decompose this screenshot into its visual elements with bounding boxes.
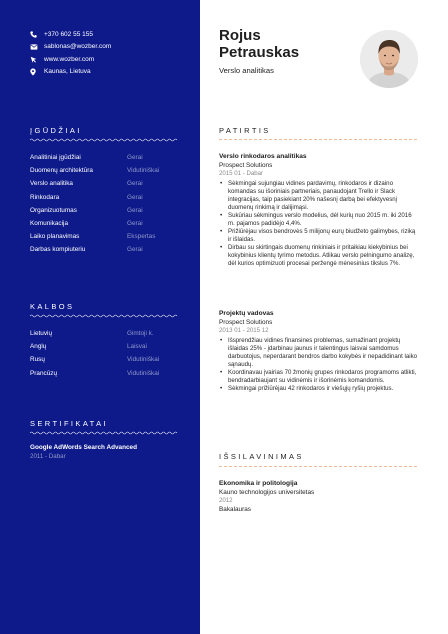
section-divider xyxy=(219,466,417,467)
skill-row xyxy=(30,151,178,164)
contact-list xyxy=(30,28,195,78)
language-name: Prancūzų xyxy=(30,369,57,377)
skill-level: Gerai xyxy=(127,193,143,201)
certificate-date: 2011 - Dabar xyxy=(30,453,66,460)
job-bullet: • Sėkmingai prižiūrėjau 42 rinkodaros ir viešųjų ryšių projektus. xyxy=(219,385,419,393)
job-company: Prospect Solutions xyxy=(219,161,273,169)
skills-section xyxy=(30,126,178,257)
contact-phone[interactable] xyxy=(30,28,195,40)
job-bullet: • Prižiūrėjau visos bendrovės 5 milijonų eurų biudžeto galimybes, riziką ir išlaidas. xyxy=(219,228,419,244)
skill-row xyxy=(30,204,178,217)
certificates-heading: SERTIFIKATAI xyxy=(30,419,108,428)
languages-heading: KALBOS xyxy=(30,302,75,311)
wavy-divider xyxy=(30,314,178,318)
job-bullets xyxy=(219,180,419,267)
skill-level: Vidutiniškai xyxy=(127,167,160,175)
skill-name: Organizuotumas xyxy=(30,206,77,214)
education-level: Bakalauras xyxy=(219,505,251,513)
language-row xyxy=(30,340,178,353)
skill-row xyxy=(30,230,178,243)
person-name xyxy=(219,28,299,61)
certificates-section xyxy=(30,419,178,460)
skill-level: Gerai xyxy=(127,246,143,254)
skill-row xyxy=(30,217,178,230)
location-pin-icon xyxy=(30,68,41,76)
language-level: Laisvai xyxy=(127,343,147,351)
language-row xyxy=(30,327,178,340)
skill-level: Gerai xyxy=(127,180,143,188)
contact-website[interactable] xyxy=(30,53,195,65)
email-icon xyxy=(30,44,41,50)
last-name: Petrauskas xyxy=(219,43,300,61)
job-bullet: • Sėkmingai sujungiau vidines pardavimų, rinkodaros ir dizaino komandas su išoriniais partneriais, panaudojant Trello ir Slack integracijas, taip pasiekiant 20% našesnį darbą bei efektyvesnį duomenų rinkimą ir dalijimąsi. xyxy=(219,180,419,212)
contact-email[interactable] xyxy=(30,41,195,53)
skills-heading: ĮGŪDŽIAI xyxy=(30,126,82,135)
job-bullet: • Išsprendžiau vidines finansines problemas, sumažinant projektų išlaidas 25% - įdarbinau jaunus ir talentingus laisvai samdomus darbuotojus, neperdarant bendros darbo kokybės ir nepadidinant laiko sąnaudų. xyxy=(219,337,419,369)
email-text: sablonas@wozber.com xyxy=(44,43,112,50)
phone-icon xyxy=(30,31,41,38)
certificate-title: Google AdWords Search Advanced xyxy=(30,444,138,451)
language-row xyxy=(30,367,178,380)
job-bullets xyxy=(219,337,419,393)
experience-heading: PATIRTIS xyxy=(219,126,271,135)
languages-list xyxy=(30,327,178,380)
skill-level: Gerai xyxy=(127,220,143,228)
education-entry xyxy=(219,480,419,513)
job-bullet: • Sukūriau sėkmingus verslo modelius, dėl kurių nuo 2015 m. iki 2016 m. pajamos padidėjo 4,4%. xyxy=(219,212,419,228)
job-bullet: • Dirbau su skirtingais duomenų rinkiniais ir pritaikiau kiekybinius bei kokybinius klientų tyrimo metodus. Atlikau verslo pelningumo analizę, dėl kurios optimizuoti procesai peržengė mėnesinius tikslus 7%. xyxy=(219,244,419,268)
job-date: 2013 01 - 2015 12 xyxy=(219,327,269,334)
job-bullet: • Koordinavau įvairias 70 žmonių grupes rinkodaros programoms atlikti, bendradarbiaujant su vidinėmis ir išorinėmis komandomis. xyxy=(219,369,419,385)
language-name: Lietuvių xyxy=(30,330,53,338)
location-text: Kaunas, Lietuva xyxy=(44,68,91,75)
phone-text: +370 602 55 155 xyxy=(44,30,93,38)
main-content xyxy=(200,0,448,634)
skill-name: Duomenų architektūra xyxy=(30,167,93,175)
avatar xyxy=(360,30,418,88)
skill-row xyxy=(30,177,178,190)
job-company: Prospect Solutions xyxy=(219,318,273,326)
job-date: 2015 01 - Dabar xyxy=(219,170,264,177)
skill-name: Darbas kompiuteriu xyxy=(30,246,86,254)
website-text: www.wozber.com xyxy=(44,55,95,63)
skill-row xyxy=(30,164,178,177)
languages-section xyxy=(30,302,178,380)
skill-row xyxy=(30,243,178,256)
job-title: Projektų vadovas xyxy=(219,310,274,317)
language-name: Anglų xyxy=(30,343,47,351)
certificate-item xyxy=(30,444,178,460)
first-name: Rojus xyxy=(219,27,261,44)
skill-row xyxy=(30,191,178,204)
education-school: Kauno technologijos universitetas xyxy=(219,488,315,496)
job-role: Verslo analitikas xyxy=(219,66,274,75)
sidebar xyxy=(0,0,200,634)
contact-location xyxy=(30,66,195,78)
skill-level: Gerai xyxy=(127,206,143,214)
skills-list xyxy=(30,151,178,257)
job-entry xyxy=(219,153,419,267)
language-level: Vidutiniškai xyxy=(127,369,160,377)
job-entry xyxy=(219,310,419,393)
job-title: Verslo rinkodaros analitikas xyxy=(219,153,307,160)
education-degree: Ekonomika ir politologija xyxy=(219,480,298,487)
language-row xyxy=(30,353,178,366)
skill-name: Rinkodara xyxy=(30,193,60,201)
section-divider xyxy=(219,139,417,140)
skill-level: Gerai xyxy=(127,154,143,162)
skill-name: Analitiniai įgūdžiai xyxy=(30,154,81,162)
wavy-divider xyxy=(30,138,178,142)
wavy-divider xyxy=(30,431,178,435)
cursor-icon xyxy=(30,56,41,63)
skill-name: Laiko planavimas xyxy=(30,233,80,241)
skill-level: Ekspertas xyxy=(127,233,156,241)
skill-name: Verslo analitika xyxy=(30,180,73,188)
education-heading: IŠSILAVINIMAS xyxy=(219,452,304,461)
education-year: 2012 xyxy=(219,497,233,504)
language-name: Rusų xyxy=(30,356,45,364)
language-level: Gimtoji k. xyxy=(127,330,154,338)
skill-name: Komunikacija xyxy=(30,220,69,228)
avatar-photo xyxy=(360,30,418,88)
language-level: Vidutiniškai xyxy=(127,356,160,364)
